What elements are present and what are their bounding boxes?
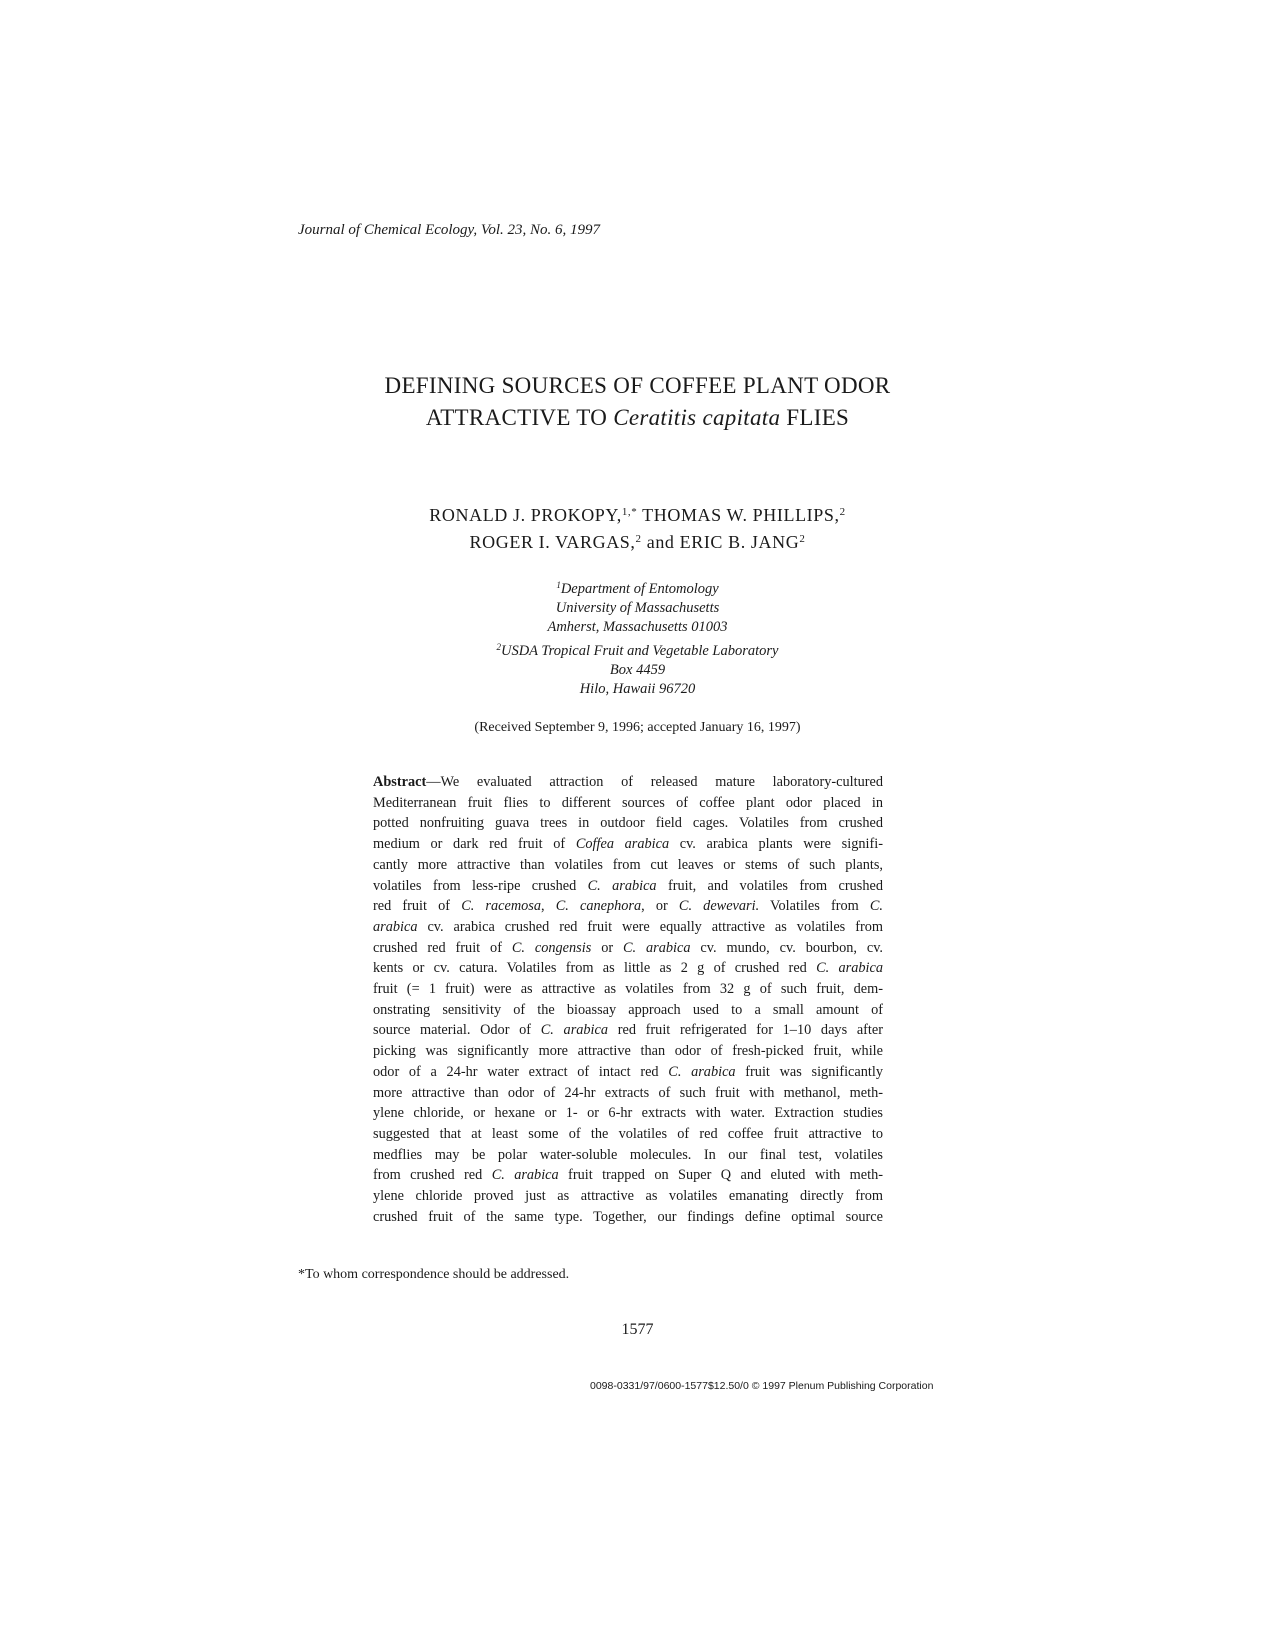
abstract-text: fruit (= 1 fruit) were as attractive as volatiles from 32 g of such fruit, dem-	[373, 981, 883, 998]
abstract-text: red fruit of	[373, 898, 462, 915]
affiliation-1-marker: 1	[556, 580, 561, 590]
abstract-text: fruit was significantly	[735, 1063, 883, 1080]
abstract-text: potted nonfruiting guava trees in outdoor field cages. Volatiles from crushed	[373, 815, 883, 832]
author-vargas: ROGER I. VARGAS,	[469, 532, 636, 552]
author-vargas-affil: 2	[635, 533, 642, 545]
author-phillips: THOMAS W. PHILLIPS,	[637, 505, 840, 525]
abstract	[373, 772, 883, 1227]
author-jang-affil: 2	[799, 533, 806, 545]
abstract-text: Mediterranean fruit flies to different sources of coffee plant odor placed in	[373, 794, 883, 811]
abstract-text: more attractive than odor of 24-hr extracts of such fruit with methanol, meth-	[373, 1084, 883, 1101]
abstract-text: or	[591, 939, 624, 956]
abstract-text: red fruit refrigerated for 1–10 days after	[608, 1022, 884, 1039]
affiliation-2-line-3: Hilo, Hawaii 96720	[579, 681, 696, 697]
abstract-italic-term: C. congensis	[511, 939, 592, 956]
affiliation-2-line-2: Box 4459	[609, 662, 666, 678]
abstract-line	[373, 834, 883, 855]
abstract-text: crushed fruit of the same type. Together, our findings define optimal source	[373, 1208, 883, 1225]
abstract-text: ylene chloride proved just as attractive as volatiles emanating directly from	[373, 1188, 883, 1205]
title-prefix: ATTRACTIVE TO	[425, 405, 614, 430]
abstract-text: cv. arabica crushed red fruit were equally attractive as volatiles from	[417, 918, 883, 935]
affiliation-1-line-2: University of Massachusetts	[555, 600, 720, 616]
abstract-text: medflies may be polar water-soluble molecules. In our final test, volatiles	[373, 1146, 883, 1163]
abstract-text: fruit, and volatiles from crushed	[656, 877, 883, 894]
author-list	[0, 502, 1275, 556]
abstract-text: crushed red fruit of	[373, 939, 512, 956]
title-line-1: DEFINING SOURCES OF COFFEE PLANT ODOR	[384, 373, 891, 398]
abstract-line	[373, 1207, 883, 1228]
journal-header: Journal of Chemical Ecology, Vol. 23, No. 6, 1997	[298, 222, 601, 238]
page-number: 1577	[621, 1321, 654, 1338]
copyright-line: 0098-0331/97/0600-1577$12.50/0 © 1997 Plenum Publishing Corporation	[590, 1380, 934, 1392]
abstract-italic-term: C. arabica	[668, 1063, 736, 1080]
affiliation-2-line-1	[0, 642, 1275, 661]
abstract-text: onstrating sensitivity of the bioassay approach used to a small amount of	[373, 1001, 883, 1018]
abstract-italic-term: C.	[869, 898, 883, 915]
abstract-line	[373, 813, 883, 834]
abstract-line	[373, 1186, 883, 1207]
abstract-line	[373, 896, 883, 917]
paper-title	[0, 370, 1275, 434]
abstract-text: ylene chloride, or hexane or 1- or 6-hr extracts with water. Extraction studies	[373, 1105, 883, 1122]
abstract-text: cv. arabica plants were signifi-	[669, 836, 883, 853]
abstract-text: kents or cv. catura. Volatiles from as little as 2 g of crushed red	[373, 960, 817, 977]
affiliation-2-marker: 2	[496, 642, 501, 652]
abstract-italic-term: C. dewevari.	[678, 898, 760, 915]
abstract-italic-term: C. arabica	[587, 877, 657, 894]
abstract-line	[373, 772, 883, 793]
abstract-text: source material. Odor of	[373, 1022, 541, 1039]
abstract-text: suggested that at least some of the volatiles of red coffee fruit attractive to	[373, 1125, 883, 1142]
author-line-1	[0, 502, 1275, 529]
abstract-italic-term: C. arabica	[540, 1022, 609, 1039]
abstract-label: Abstract	[373, 774, 427, 790]
title-species: Ceratitis capitata	[613, 405, 781, 430]
abstract-text: cv. mundo, cv. bourbon, cv.	[690, 939, 883, 956]
abstract-line	[373, 876, 883, 897]
abstract-italic-term: arabica	[373, 918, 418, 935]
abstract-text: medium or dark red fruit of	[373, 836, 576, 853]
abstract-text: —We evaluated attraction of released mature laboratory-cultured	[426, 774, 883, 790]
affiliation-2	[0, 642, 1275, 699]
affiliation-2-lab: USDA Tropical Fruit and Vegetable Laboratory	[500, 643, 779, 659]
abstract-line	[373, 1124, 883, 1145]
abstract-text: ,	[541, 898, 556, 915]
correspondence-footnote: *To whom correspondence should be addressed.	[298, 1267, 570, 1282]
abstract-line	[373, 855, 883, 876]
abstract-text: fruit trapped on Super Q and eluted with meth-	[558, 1167, 883, 1184]
abstract-text: picking was significantly more attractive than odor of fresh-picked fruit, while	[373, 1043, 883, 1060]
abstract-italic-term: C. arabica	[623, 939, 691, 956]
abstract-italic-term: C. canephora	[555, 898, 642, 915]
abstract-line	[373, 1041, 883, 1062]
abstract-line	[373, 1165, 883, 1186]
affiliation-1-dept: Department of Entomology	[560, 581, 719, 597]
author-line-2	[0, 529, 1275, 556]
author-prokopy-affil: 1,*	[621, 506, 638, 518]
abstract-text: volatiles from less-ripe crushed	[373, 877, 588, 894]
abstract-line	[373, 1145, 883, 1166]
abstract-italic-term: Coffea arabica	[575, 836, 670, 853]
affiliation-1-line-3: Amherst, Massachusetts 01003	[547, 619, 728, 635]
title-line-2	[0, 402, 1275, 434]
abstract-text: cantly more attractive than volatiles from cut leaves or stems of such plants,	[373, 856, 883, 873]
abstract-text: Volatiles from	[759, 898, 870, 915]
received-dates: (Received September 9, 1996; accepted January 16, 1997)	[474, 720, 801, 735]
author-jang: and ERIC B. JANG	[641, 532, 800, 552]
abstract-line	[373, 958, 883, 979]
abstract-line	[373, 1020, 883, 1041]
abstract-line	[373, 1000, 883, 1021]
abstract-italic-term: C. arabica	[491, 1167, 559, 1184]
abstract-italic-term: C. arabica	[816, 960, 883, 977]
abstract-line	[373, 917, 883, 938]
abstract-line	[373, 938, 883, 959]
author-prokopy: RONALD J. PROKOPY,	[429, 505, 622, 525]
author-phillips-affil: 2	[839, 506, 846, 518]
abstract-line	[373, 1083, 883, 1104]
affiliation-1-line-1	[0, 580, 1275, 599]
abstract-text: from crushed red	[373, 1167, 492, 1184]
affiliation-1	[0, 580, 1275, 637]
abstract-italic-term: C. racemosa	[461, 898, 542, 915]
title-suffix: FLIES	[780, 405, 850, 430]
abstract-text: , or	[641, 898, 679, 915]
abstract-line	[373, 1103, 883, 1124]
abstract-line	[373, 793, 883, 814]
abstract-line	[373, 979, 883, 1000]
abstract-line	[373, 1062, 883, 1083]
abstract-text: odor of a 24-hr water extract of intact red	[373, 1063, 669, 1080]
